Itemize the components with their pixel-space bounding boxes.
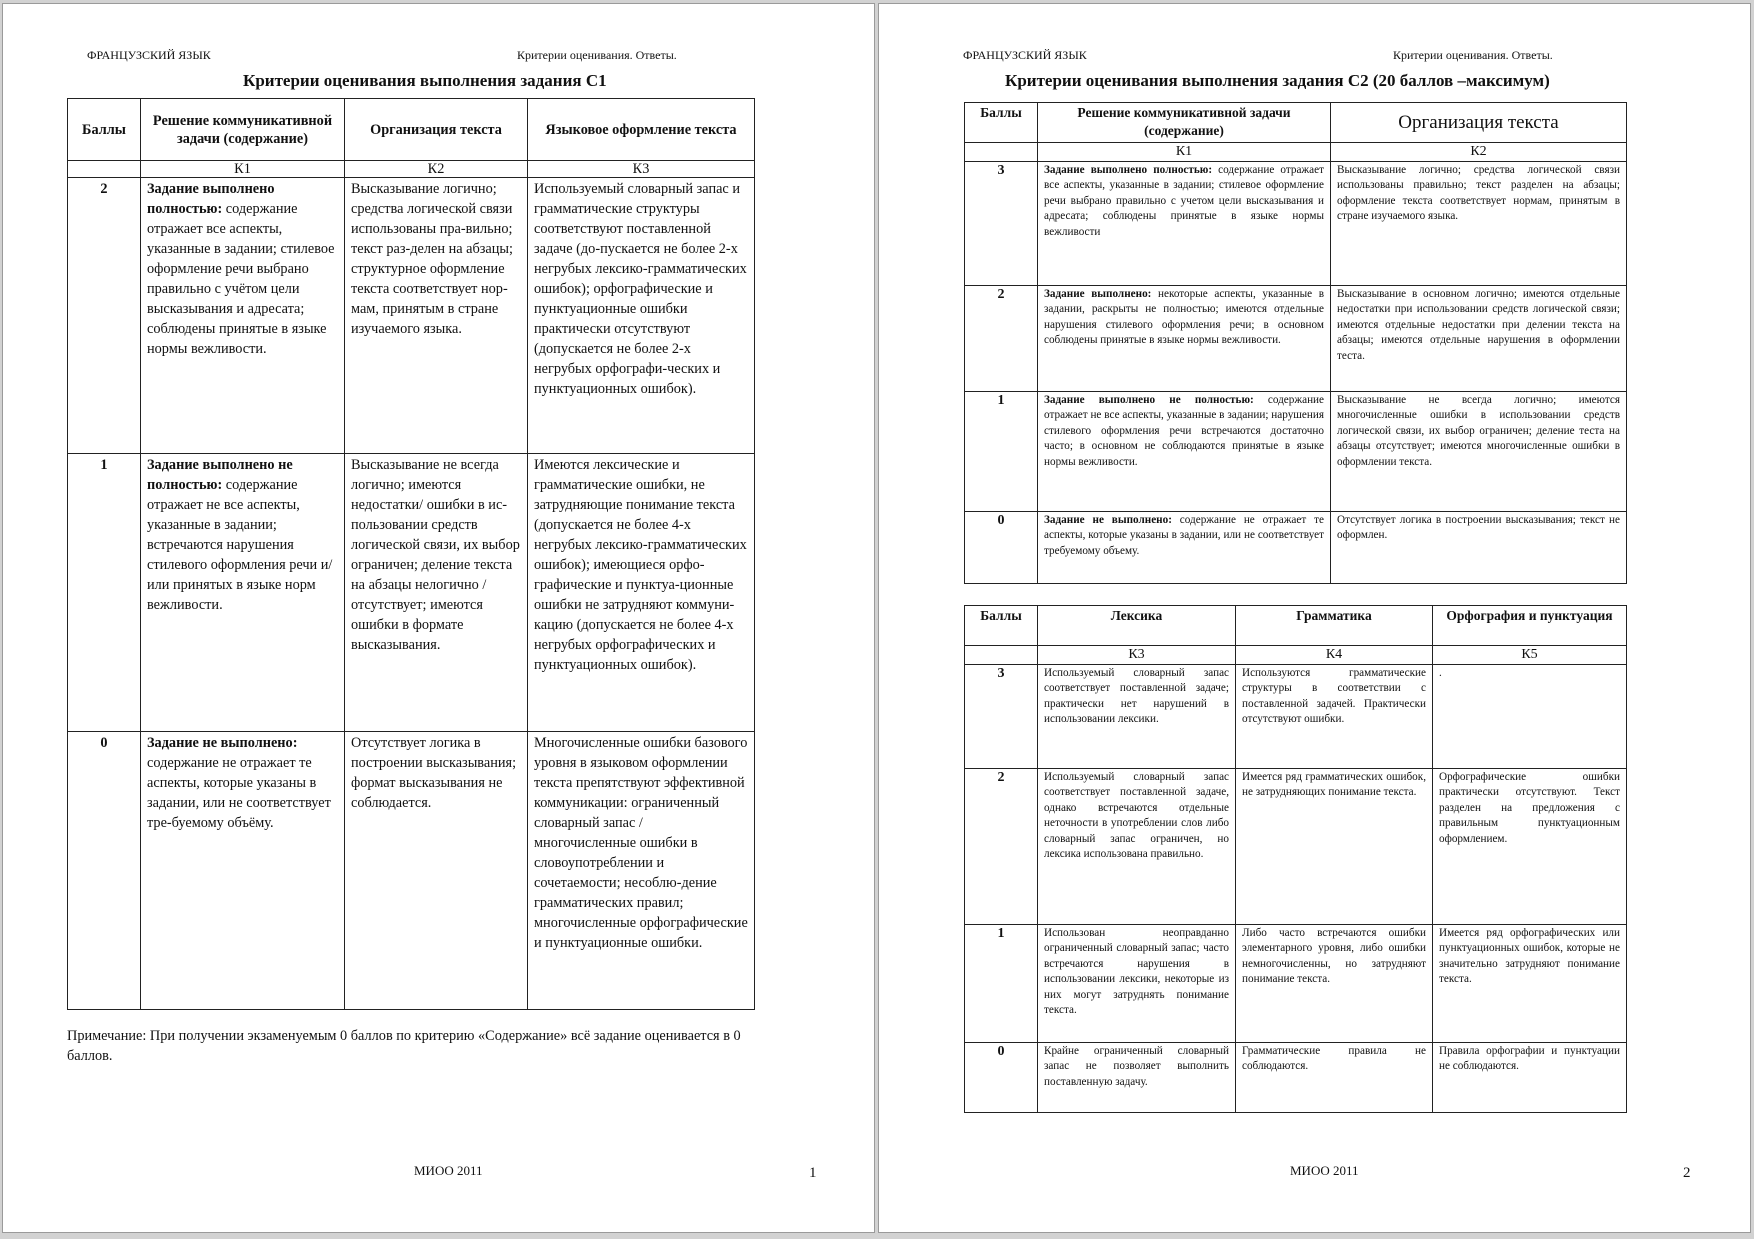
column-header-score: Баллы [68, 99, 141, 161]
k1-cell [141, 732, 345, 1010]
k3-cell: Использован неоправданно ограниченный словарный запас; часто встречаются нарушения в использовании лексики, некоторые из них могут затруднять понимание текста. [1038, 925, 1236, 1043]
table-row [965, 286, 1627, 392]
k1-text: содержание отражает все аспекты, указанные в задании; стилевое оформление речи выбрано правильно с учётом цели высказывания и адресата; соблюдены принятые в языке нормы вежливости. [147, 201, 335, 357]
k5-cell: Орфографические ошибки практически отсутствуют. Текст разделен на предложения с правильным пунктуационным оформлением. [1433, 769, 1627, 925]
k1-lead: Задание выполнено полностью: [147, 181, 275, 217]
k1-cell [141, 454, 345, 732]
document-page-2 [878, 3, 1751, 1233]
table-row [68, 732, 755, 1010]
table-header-row [68, 99, 755, 161]
k2-cell: Высказывание не всегда логично; имеются многочисленные ошибки в использовании средств логической связи, их выбор ограничен; деление теста на абзацы отсутствует; имеются многочисленные ошибки в оформлении текста. [1331, 392, 1627, 512]
score-cell: 2 [68, 178, 141, 454]
score-cell: 2 [965, 286, 1038, 392]
column-header-k3: Лексика [1038, 606, 1236, 646]
k4-cell: Либо часто встречаются ошибки элементарного уровня, либо ошибки немногочисленны, но затрудняют понимание текста. [1236, 925, 1433, 1043]
k-label: К1 [141, 161, 345, 178]
page-number: 1 [809, 1165, 817, 1181]
k4-cell: Имеется ряд грамматических ошибок, не затрудняющих понимание текста. [1236, 769, 1433, 925]
column-header-k3: Языковое оформление текста [528, 99, 755, 161]
score-cell: 1 [965, 925, 1038, 1043]
table-row [965, 769, 1627, 925]
k1-text: содержание отражает не все аспекты, указанные в задании; встречаются нарушения стилевого оформления речи и/или принятых в языке норм вежливости. [147, 477, 333, 613]
k1-text: содержание не отражает те аспекты, которые указаны в задании, или не соответствует тре-буемому объёму. [147, 755, 331, 831]
k1-lead: Задание выполнено не полностью: [1044, 394, 1254, 406]
table-row [68, 454, 755, 732]
score-cell: 2 [965, 769, 1038, 925]
k3-cell: Используемый словарный запас и грамматические структуры соответствуют поставленной задаче (до-пускается не более 2-х негрубых лексико-грамматических ошибок); орфографические и пунктуационные ошибки практически отсутствуют (допускается не более 2-х негрубых орфографи-ческих и пунктуационных ошибок). [528, 178, 755, 454]
table-row [965, 392, 1627, 512]
k2-cell: Отсутствует логика в построении высказывания; текст не оформлен. [1331, 512, 1627, 584]
k1-lead: Задание не выполнено: [147, 735, 298, 751]
k3-cell: Имеются лексические и грамматические ошибки, не затрудняющие понимание текста (допускается не более 4-х негрубых лексико-грамматических ошибок); имеющиеся орфо-графические и пунктуа-ционные ошибки не затрудняют коммуни-кацию (допускается не более 4-х негрубых орфографических и пунктуационных ошибок). [528, 454, 755, 732]
table-row [965, 1043, 1627, 1113]
column-header-k4: Грамматика [1236, 606, 1433, 646]
column-header-k1: Решение коммуникативной задачи (содержание) [141, 99, 345, 161]
k5-cell: Имеется ряд орфографических или пунктуационных ошибок, которые не значительно затрудняют понимание текста. [1433, 925, 1627, 1043]
footnote: Примечание: При получении экзаменуемым 0 баллов по критерию «Содержание» всё задание оценивается в 0 баллов. [67, 1028, 741, 1064]
table-header-row [965, 103, 1627, 143]
table-row [965, 162, 1627, 286]
k-label-row [965, 646, 1627, 665]
score-cell: 0 [965, 512, 1038, 584]
column-header-score: Баллы [965, 606, 1038, 646]
column-header-k5: Орфография и пунктуация [1433, 606, 1627, 646]
table-row [965, 925, 1627, 1043]
page-title: Критерии оценивания выполнения задания С2 (20 баллов –максимум) [1005, 71, 1550, 90]
k2-cell: Высказывание логично; средства логической связи использованы правильно; текст разделен на абзацы; оформление текста соответствует нормам, принятым в стране изучаемого языка. [1331, 162, 1627, 286]
k-label-row [68, 161, 755, 178]
k1-lead: Задание выполнено не полностью: [147, 457, 293, 493]
k-label: К3 [1038, 646, 1236, 665]
k-label: К2 [1331, 143, 1627, 162]
k2-cell: Высказывание логично; средства логической связи использованы пра-вильно; текст раз-делен на абзацы; структурное оформление текста соответствует нор-мам, принятым в стране изучаемого языка. [345, 178, 528, 454]
footer-text: МИОО 2011 [414, 1163, 483, 1178]
criteria-table-c2-part2 [964, 605, 1627, 1113]
criteria-table-c2-part1 [964, 102, 1627, 584]
k1-cell [1038, 512, 1331, 584]
column-header-score: Баллы [965, 103, 1038, 143]
k-label-row [965, 143, 1627, 162]
k-label: К4 [1236, 646, 1433, 665]
k3-cell: Многочисленные ошибки базового уровня в языковом оформлении текста препятствуют эффективной коммуникации: ограниченный словарный запас / многочисленные ошибки в словоупотреблении и сочетаемости; несоблю-дение грамматических правил; многочисленные орфографические и пунктуационные ошибки. [528, 732, 755, 1010]
k1-lead: Задание выполнено: [1044, 288, 1152, 300]
footer-text: МИОО 2011 [1290, 1163, 1359, 1178]
k1-lead: Задание выполнено полностью: [1044, 164, 1213, 176]
criteria-table-c1 [67, 98, 755, 1010]
k-label: К3 [528, 161, 755, 178]
k1-cell [1038, 162, 1331, 286]
page-title: Критерии оценивания выполнения задания С1 [243, 71, 607, 90]
score-cell: 3 [965, 665, 1038, 769]
header-section: Критерии оценивания. Ответы. [517, 48, 677, 62]
k-label: К1 [1038, 143, 1331, 162]
table-row [68, 178, 755, 454]
column-header-k1: Решение коммуникативной задачи (содержание) [1038, 103, 1331, 143]
k-label: К5 [1433, 646, 1627, 665]
k3-cell: Крайне ограниченный словарный запас не позволяет выполнить поставленную задачу. [1038, 1043, 1236, 1113]
table-header-row [965, 606, 1627, 646]
k2-cell: Высказывание в основном логично; имеются отдельные недостатки при использовании средств логической связи; имеются отдельные недостатки при делении текста на абзацы; имеются отдельные нарушения в оформлении теста. [1331, 286, 1627, 392]
k5-cell: Правила орфографии и пунктуации не соблюдаются. [1433, 1043, 1627, 1113]
k1-lead: Задание не выполнено: [1044, 514, 1172, 526]
k1-cell [1038, 286, 1331, 392]
score-cell: 0 [965, 1043, 1038, 1113]
column-header-k2: Организация текста [345, 99, 528, 161]
score-cell: 1 [965, 392, 1038, 512]
k1-cell [141, 178, 345, 454]
page-number: 2 [1683, 1165, 1691, 1181]
score-cell: 3 [965, 162, 1038, 286]
score-cell: 1 [68, 454, 141, 732]
header-section: Критерии оценивания. Ответы. [1393, 48, 1553, 62]
k5-cell: . [1433, 665, 1627, 769]
k1-cell [1038, 392, 1331, 512]
table-row [965, 665, 1627, 769]
k-label: К2 [345, 161, 528, 178]
score-cell: 0 [68, 732, 141, 1010]
k1-text: содержание отражает все аспекты, указанные в задании; стилевое оформление речи выбрано правильно с учетом цели высказывания и адресата; соблюдены принятые в языке нормы вежливости [1044, 164, 1324, 238]
k4-cell: Используются грамматические структуры в соответствии с поставленной задачей. Практически отсутствуют ошибки. [1236, 665, 1433, 769]
k2-cell: Высказывание не всегда логично; имеются недостатки/ ошибки в ис-пользовании средств логической связи, их выбор ограничен; деление текста на абзацы нелогично /отсутствует; имеются ошибки в формате высказывания. [345, 454, 528, 732]
column-header-k2: Организация текста [1331, 103, 1627, 143]
header-subject: ФРАНЦУЗСКИЙ ЯЗЫК [87, 48, 211, 62]
k3-cell: Используемый словарный запас соответствует поставленной задаче, однако встречаются отдельные неточности в употреблении слов либо словарный запас ограничен, но лексика использована правильно. [1038, 769, 1236, 925]
document-page-1 [2, 3, 875, 1233]
table-row [965, 512, 1627, 584]
k4-cell: Грамматические правила не соблюдаются. [1236, 1043, 1433, 1113]
k3-cell: Используемый словарный запас соответствует поставленной задаче; практически нет нарушений в использовании лексики. [1038, 665, 1236, 769]
k1-text: некоторые аспекты, указанные в задании, раскрыты не полностью; имеются отдельные нарушения стилевого оформления речи; в основном соблюдены принятые в языке нормы вежливости. [1044, 288, 1325, 347]
header-subject: ФРАНЦУЗСКИЙ ЯЗЫК [963, 48, 1087, 62]
k1-text: содержание не отражает те аспекты, которые указаны в задании, или не соответствует требуемому объему. [1044, 514, 1324, 557]
k2-cell: Отсутствует логика в построении высказывания; формат высказывания не соблюдается. [345, 732, 528, 1010]
k1-text: содержание отражает не все аспекты, указанные в задании; нарушения стилевого оформления речи встречаются достаточно часто; в основном не соблюдаются принятые в языке нормы вежливости. [1044, 394, 1325, 468]
